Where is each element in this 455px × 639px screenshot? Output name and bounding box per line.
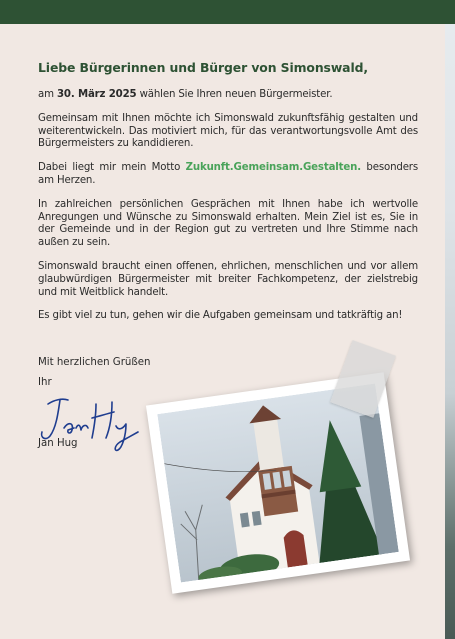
paragraph-call-to-action: Es gibt viel zu tun, gehen wir die Aufgaben gemeinsam und tatkräftig an! xyxy=(38,310,403,322)
top-bar xyxy=(0,0,455,24)
signatory-name: Jan Hug xyxy=(38,438,78,449)
paragraph-text: besonders am Herzen. xyxy=(38,162,419,186)
paragraph-motivation: Gemeinsam mit Ihnen möchte ich Simonswald zukunftsfähig gestalten und weiterentwickeln. Das motiviert mich, für das verantwortungsvolle Amt des Bürgermeisters zu kandidieren. xyxy=(38,112,418,150)
background-photo-strip xyxy=(445,24,455,639)
motto-highlight: Zukunft.Gemeinsam.Gestalten. xyxy=(185,162,361,174)
greeting-heading: Liebe Bürgerinnen und Bürger von Simonswald, xyxy=(38,60,368,75)
paragraph-text: am xyxy=(38,89,57,100)
paragraph-conversations: In zahlreichen persönlichen Gesprächen mit Ihnen habe ich wertvolle Anregungen und Wünsche zu Simonswald erhalten. Mein Ziel ist es, Sie in der Gemeinde und in der Region gut zu vertreten und Ihre Stimme nach außen zu sein. xyxy=(38,198,418,249)
election-date: 30. März 2025 xyxy=(56,89,137,100)
closing-line: Mit herzlichen Grüßen xyxy=(38,357,151,368)
paragraph-requirements: Simonswald braucht einen offenen, ehrlichen, menschlichen und vor allem glaubwürdigen Bürgermeister mit breiter Fachkompetenz, der zielstrebig und mit Weitblick handelt. xyxy=(38,260,418,298)
paragraph-text: wählen Sie Ihren neuen Bürgermeister. xyxy=(136,89,333,100)
paragraph-text: Dabei liegt mir mein Motto xyxy=(38,162,186,174)
paragraph-election-date xyxy=(38,89,418,102)
letter-body xyxy=(38,60,418,334)
paragraph-motto xyxy=(38,162,418,188)
closing-ihr: Ihr xyxy=(38,377,52,388)
